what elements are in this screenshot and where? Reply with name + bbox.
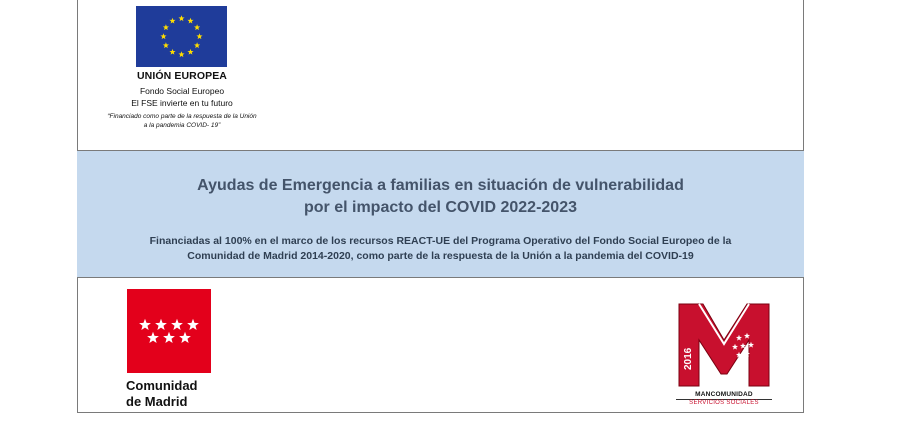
comunidad-madrid-flag-icon (127, 289, 211, 373)
banner-body-line1: Financiadas al 100% en el marco de los recursos REACT-UE del Programa Operativo del Fondo Social Europeo de la (149, 235, 732, 247)
banner-title-line1: Ayudas de Emergencia a familias en situación de vulnerabilidad (197, 177, 684, 194)
mancomunidad-subtitle: SERVICIOS SOCIALES (689, 400, 759, 406)
comunidad-name-line1: Comunidad (126, 378, 198, 393)
mancomunidad-year: 2016 (683, 347, 694, 370)
eu-fund-name: Fondo Social Europeo (139, 86, 225, 96)
comunidad-madrid-logotype (126, 378, 198, 410)
eu-title: UNIÓN EUROPEA (137, 70, 227, 82)
info-banner (77, 150, 804, 278)
banner-body-line2: Comunidad de Madrid 2014-2020, como parte de la respuesta de la Unión a la pandemia del COVID-19 (187, 250, 694, 262)
comunidad-name-line2: de Madrid (126, 394, 188, 409)
eu-note-line2: a la pandemia COVID- 19” (143, 122, 221, 129)
mancomunidad-name: MANCOMUNIDAD (695, 391, 753, 398)
banner-title-line2: por el impacto del COVID 2022-2023 (304, 199, 577, 216)
eu-slogan: El FSE invierte en tu futuro (131, 98, 233, 108)
mancomunidad-logo-icon (677, 300, 772, 388)
eu-note-line1: “Financiado como parte de la respuesta de la Unión (107, 113, 257, 120)
eu-flag-icon (136, 6, 227, 67)
